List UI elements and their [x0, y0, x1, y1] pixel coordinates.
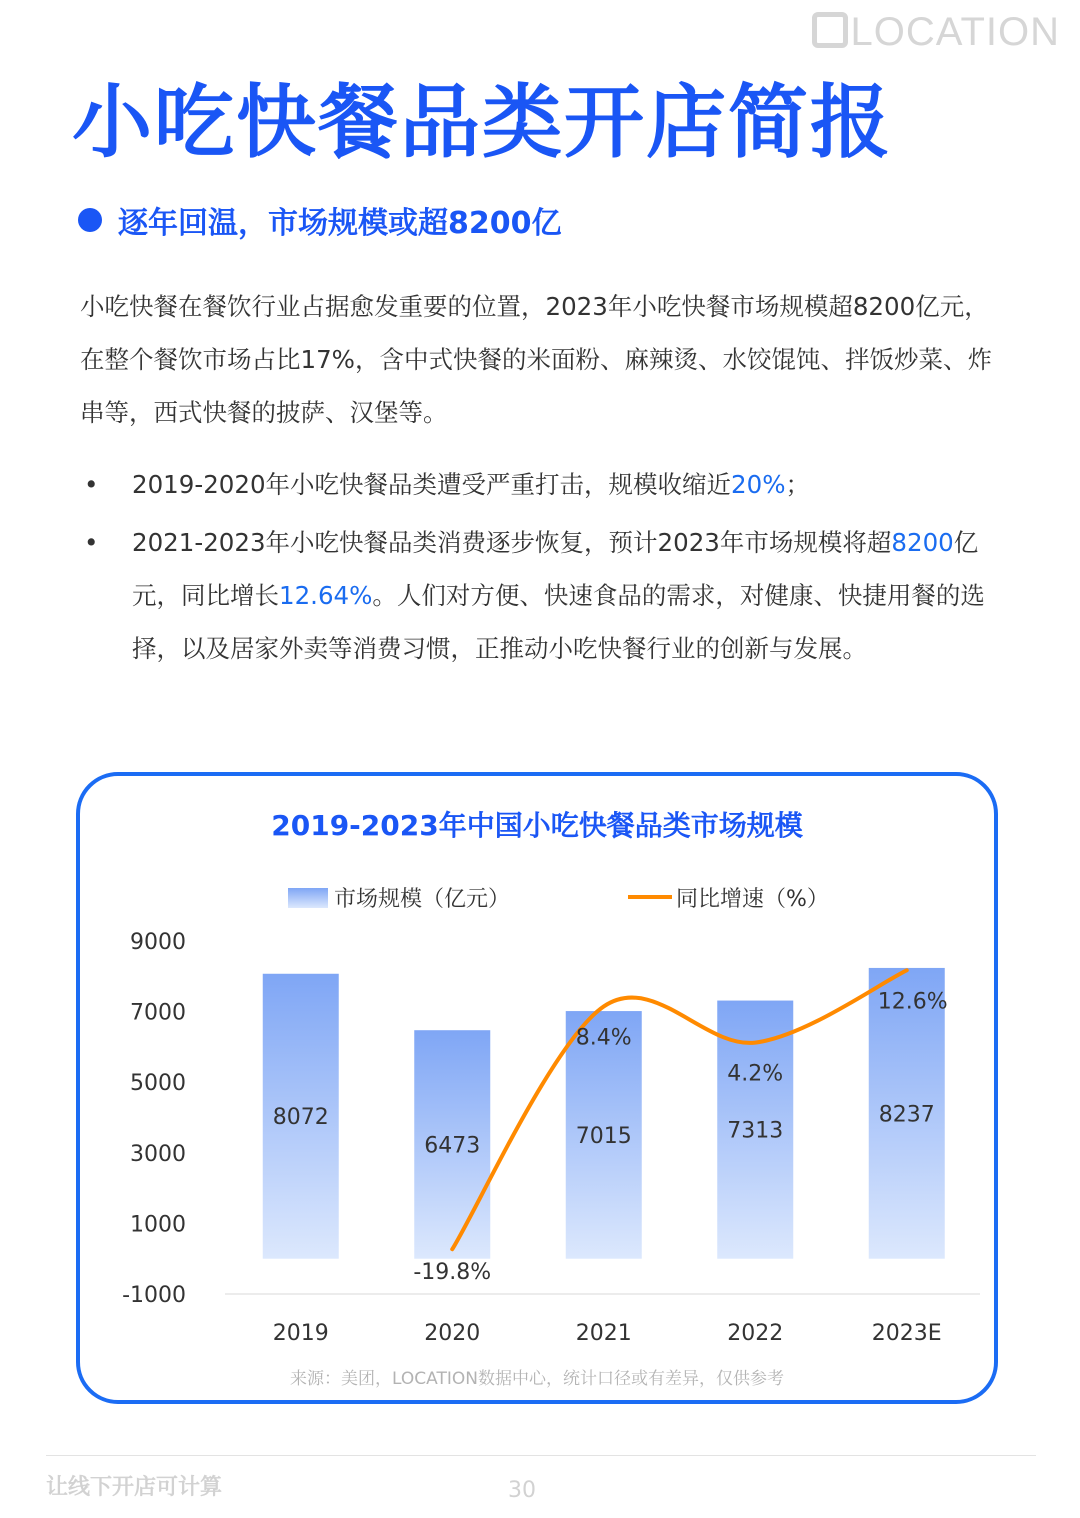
y-tick-label: 7000: [130, 1000, 186, 1026]
chart-card: [76, 772, 998, 1404]
bullet-dot-icon: [78, 208, 102, 232]
intro-paragraph: 小吃快餐在餐饮行业占据愈发重要的位置，2023年小吃快餐市场规模超8200亿元，在整个餐饮市场占比17%，含中式快餐的米面粉、麻辣烫、水饺馄饨、拌饭炒菜、炸串等，西式快餐的披萨、汉堡等。: [80, 292, 992, 427]
logo-text: LOCATION: [850, 10, 1060, 54]
y-tick-label: 1000: [130, 1212, 186, 1238]
legend-bar-swatch: [288, 888, 328, 908]
growth-rate-label: 12.6%: [877, 989, 948, 1015]
bullet-2-highlight-size: 8200: [891, 528, 954, 557]
bullet-mark: •: [84, 470, 99, 499]
bullet-2-mid: 亿元，同比增长: [132, 528, 979, 610]
bullet-mark: •: [84, 528, 99, 557]
logo-mark-icon: [812, 12, 848, 48]
section-heading: [78, 198, 562, 242]
brand-logo: [812, 10, 1060, 55]
bullet-2-text: 2021-2023年小吃快餐品类消费逐步恢复，预计2023年市场规模将超: [132, 528, 892, 557]
x-tick-label: 2022: [727, 1321, 784, 1346]
bullet-2-highlight-growth: 12.64%: [279, 581, 373, 610]
growth-rate-label: 8.4%: [575, 1025, 632, 1051]
market-size-chart: [80, 776, 994, 1400]
bullet-1-end: ；: [785, 470, 811, 499]
bullet-item-1: [80, 458, 1010, 511]
x-tick-label: 2019: [272, 1321, 329, 1346]
bullet-list: [80, 458, 1010, 680]
y-tick-label: 5000: [130, 1071, 186, 1097]
growth-rate-label: -19.8%: [413, 1260, 492, 1286]
bar-value-label: 7313: [727, 1118, 784, 1144]
bar-value-label: 8237: [878, 1102, 935, 1128]
bullet-1-text: 2019-2020年小吃快餐品类遭受严重打击，规模收缩近: [132, 470, 732, 499]
bar-value-label: 7015: [575, 1123, 632, 1149]
bar-value-label: 6473: [424, 1133, 481, 1159]
footer-slogan: 让线下开店可计算: [46, 1475, 223, 1500]
bullet-item-2: [80, 516, 1010, 675]
x-tick-label: 2023E: [871, 1321, 942, 1346]
page-title: 小吃快餐品类开店简报: [72, 76, 892, 169]
growth-rate-line: [452, 970, 907, 1249]
y-tick-label: 3000: [130, 1141, 186, 1167]
x-tick-label: 2020: [424, 1321, 481, 1346]
chart-source: 来源：美团，LOCATION数据中心，统计口径或有差异，仅供参考: [290, 1369, 784, 1389]
bar-value-label: 8072: [272, 1105, 329, 1131]
bullet-1-highlight: 20%: [731, 470, 786, 499]
legend-bar-label: 市场规模（亿元）: [334, 887, 511, 912]
x-tick-label: 2021: [575, 1321, 632, 1346]
chart-title: 2019-2023年中国小吃快餐品类市场规模: [271, 809, 803, 842]
section-heading-text: 逐年回温，市场规模或超8200亿: [118, 206, 562, 241]
y-tick-label: -1000: [122, 1283, 186, 1308]
page-number: 30: [508, 1478, 536, 1503]
y-tick-label: 9000: [130, 930, 186, 955]
legend-line-label: 同比增速（%）: [676, 887, 829, 912]
growth-rate-label: 4.2%: [727, 1061, 784, 1087]
bullet-2-end: 。人们对方便、快速食品的需求，对健康、快捷用餐的选择，以及居家外卖等消费习惯，正推动小吃快餐行业的创新与发展。: [132, 581, 985, 663]
footer-divider: [46, 1455, 1036, 1456]
